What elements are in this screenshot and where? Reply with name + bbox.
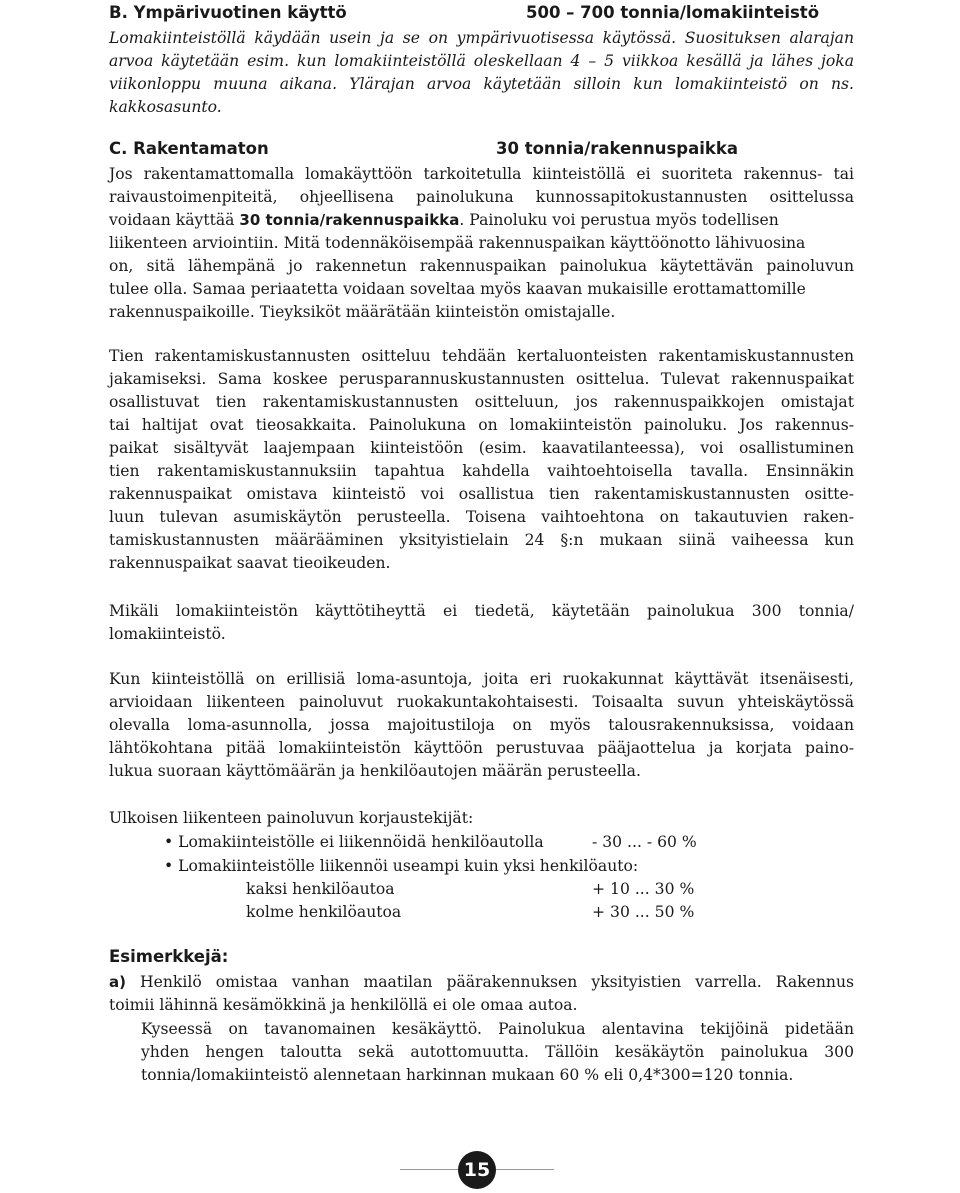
section-c-line: tulee olla. Samaa periaatetta voidaan soveltaa myös kaavan mukaisille erottamattomille [109,280,806,298]
section-b-label: B. Ympärivuotinen käyttö [109,3,347,22]
corrections-sub-label: kolme henkilöautoa [246,903,402,921]
page-number: 15 [458,1151,496,1189]
example-c-line: tonnia/lomakiinteistö alennetaan harkinnan mukaan 60 % eli 0,4*300=120 tonnia. [141,1066,794,1084]
section-b-line: kakkosasunto. [109,98,222,116]
para3-line: lähtökohtana pitää lomakiinteistön käyttöön perustuvaa pääjaottelua ja korjata paino- [109,739,854,757]
para1-line: jakamiseksi. Sama koskee perusparannuskustannusten osittelua. Tulevat rakennuspaikat [109,370,854,388]
section-c-line: rakennuspaikoille. Tieyksiköt määrätään kiinteistön omistajalle. [109,303,616,321]
para1-line: tamiskustannusten määrääminen yksityistielain 24 §:n mukaan siinä vaiheessa kun [109,531,854,549]
example-c-line: yhden hengen taloutta sekä autottomuutta. Tällöin kesäkäytön painolukua 300 [141,1043,854,1061]
para1-line: rakennuspaikat omistava kiinteistö voi osallistua tien rakentamiskustannusten ositte- [109,485,854,503]
section-b-line: viikonloppu muuna aikana. Ylärajan arvoa käytetään silloin kun lomakiinteistö on ns. [109,75,854,93]
footer-rule-right [496,1169,554,1170]
para1-line: luun tulevan asumiskäytön perusteella. Toisena vaihtoehtona on takautuvien raken- [109,508,854,526]
para1-line: paikat sisältyvät laajempaan kiinteistöön (esim. kaavatilanteessa), voi osallistuminen [109,439,854,457]
corrections-sub-label: kaksi henkilöautoa [246,880,395,898]
corrections-title: Ulkoisen liikenteen painoluvun korjaustekijät: [109,809,474,827]
example-a-label: a) [109,973,126,991]
para1-line: tien rakentamiskustannuksiin tapahtua kahdella vaihtoehtoisella tavalla. Ensinnäkin [109,462,854,480]
example-a-line: toimii lähinnä kesämökkinä ja henkilöllä ei ole omaa autoa. [109,996,578,1014]
para1-line: rakennuspaikat saavat tieoikeuden. [109,554,391,572]
section-c-line: Jos rakentamattomalla lomakäyttöön tarkoitetulla kiinteistöllä ei suoriteta rakennus- tai [109,165,854,183]
corrections-sub-value: + 10 ... 30 % [592,880,695,898]
section-c-line: on, sitä lähempänä jo rakennetun rakennuspaikan painolukua käytettävän painoluvun [109,257,854,275]
example-a-line [109,971,854,993]
para1-line: tai haltijat ovat tieosakkaita. Painolukuna on lomakiinteistön painoluku. Jos rakennus- [109,416,854,434]
para3-line: Kun kiinteistöllä on erillisiä loma-asuntoja, joita eri ruokakunnat käyttävät itsenäisesti, [109,670,854,688]
example-c-line: Kyseessä on tavanomainen kesäkäyttö. Painolukua alentavina tekijöinä pidetään [141,1020,854,1038]
section-c-line [109,209,779,231]
section-c-line: raivaustoimenpiteitä, ohjeellisena painolukuna kunnossapitokustannusten osittelussa [109,188,854,206]
corrections-item: • Lomakiinteistölle ei liikennöidä henkilöautolla [164,833,544,851]
section-c-line3-pre: voidaan käyttää [109,211,240,229]
corrections-item: • Lomakiinteistölle liikennöi useampi kuin yksi henkilöauto: [164,857,639,875]
section-c-value: 30 tonnia/rakennuspaikka [496,139,738,158]
example-a-text: Henkilö omistaa vanhan maatilan päärakennuksen yksityistien varrella. Rakennus [125,973,854,991]
para1-line: osallistuvat tien rakentamiskustannusten ositteluun, jos rakennuspaikkojen omistajat [109,393,854,411]
para3-line: olevalla loma-asunnolla, jossa majoitustiloja on myös talousrakennuksissa, voidaan [109,716,854,734]
corrections-sub-value: + 30 ... 50 % [592,903,695,921]
para1-line: Tien rakentamiskustannusten ositteluu tehdään kertaluonteisten rakentamiskustannusten [109,347,854,365]
section-c-label: C. Rakentamaton [109,139,269,158]
para2-line: Mikäli lomakiinteistön käyttötiheyttä ei tiedetä, käytetään painolukua 300 tonnia/ [109,602,854,620]
section-b-line: Lomakiinteistöllä käydään usein ja se on ympärivuotisessa käytössä. Suosituksen alarajan [109,29,854,47]
para3-line: arvioidaan liikenteen painoluvut ruokakuntakohtaisesti. Toisaalta suvun yhteiskäytössä [109,693,854,711]
corrections-item-value: - 30 ... - 60 % [592,833,697,851]
footer-rule-left [400,1169,458,1170]
section-c-line3-bold: 30 tonnia/rakennuspaikka [239,211,460,229]
section-c-line: liikenteen arviointiin. Mitä todennäköisempää rakennuspaikan käyttöönotto lähivuosina [109,234,806,252]
para2-line: lomakiinteistö. [109,625,226,643]
section-b-value: 500 – 700 tonnia/lomakiinteistö [526,3,820,22]
examples-heading: Esimerkkejä: [109,947,229,966]
para3-line: lukua suoraan käyttömäärän ja henkilöautojen määrän perusteella. [109,762,641,780]
section-c-line3-post: . Painoluku voi perustua myös todellisen [459,211,779,229]
section-b-line: arvoa käytetään esim. kun lomakiinteistöllä oleskellaan 4 – 5 viikkoa kesällä ja lähes joka [109,52,854,70]
